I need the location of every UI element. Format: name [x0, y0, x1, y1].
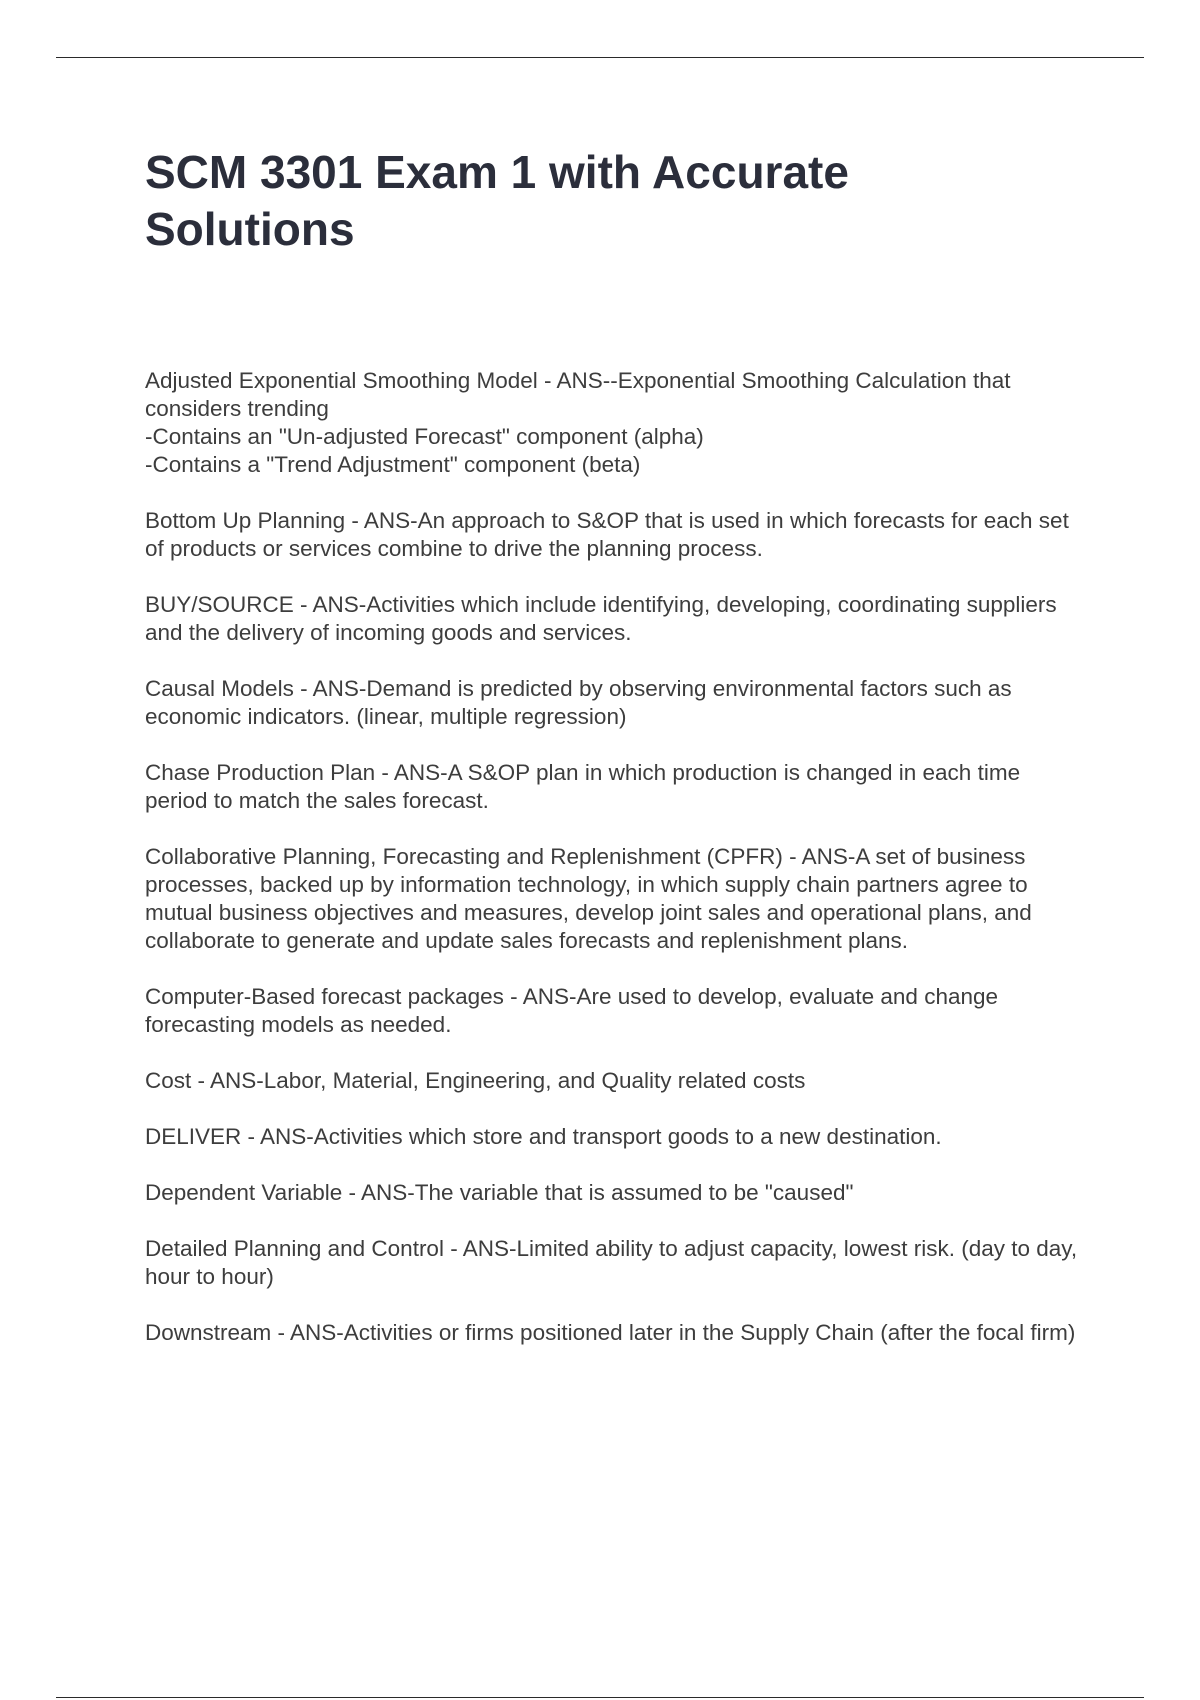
entry-line: Cost - ANS-Labor, Material, Engineering, and Quality related costs — [145, 1068, 806, 1093]
entry-line: Downstream - ANS-Activities or firms positioned later in the Supply Chain (after the focal firm) — [145, 1320, 1076, 1345]
top-divider — [56, 57, 1144, 58]
entry-line: DELIVER - ANS-Activities which store and transport goods to a new destination. — [145, 1124, 942, 1149]
glossary-entry — [145, 1179, 1085, 1207]
glossary-entry — [145, 1235, 1085, 1291]
glossary-entry — [145, 1319, 1085, 1347]
entry-line: Dependent Variable - ANS-The variable that is assumed to be "caused" — [145, 1180, 854, 1205]
entry-line: Detailed Planning and Control - ANS-Limited ability to adjust capacity, lowest risk. (day to day, hour to hour) — [145, 1236, 1078, 1289]
entry-line: Computer-Based forecast packages - ANS-Are used to develop, evaluate and change forecasting models as needed. — [145, 984, 999, 1037]
glossary-entry — [145, 675, 1085, 731]
glossary-entry — [145, 759, 1085, 815]
entry-line: BUY/SOURCE - ANS-Activities which include identifying, developing, coordinating suppliers and the delivery of incoming goods and services. — [145, 592, 1057, 645]
glossary-entry — [145, 843, 1085, 955]
entry-line: Adjusted Exponential Smoothing Model - ANS--Exponential Smoothing Calculation that considers trending — [145, 368, 1011, 421]
glossary-entry — [145, 1123, 1085, 1151]
glossary-entry — [145, 507, 1085, 563]
page-title: SCM 3301 Exam 1 with Accurate Solutions — [145, 146, 849, 255]
entry-line: Bottom Up Planning - ANS-An approach to S&OP that is used in which forecasts for each set of products or services combine to drive the planning process. — [145, 508, 1069, 561]
glossary-entry — [145, 591, 1085, 647]
entry-line: Chase Production Plan - ANS-A S&OP plan in which production is changed in each time period to match the sales forecast. — [145, 760, 1021, 813]
entry-line: Collaborative Planning, Forecasting and Replenishment (CPFR) - ANS-A set of business processes, backed up by information technology, in which supply chain partners agree to mutual business objectives and measures, develop joint sales and operational plans, and collaborate to generate and update sales forecasts and replenishment plans. — [145, 844, 1032, 953]
glossary-list — [145, 367, 1085, 1375]
glossary-entry — [145, 367, 1085, 479]
bottom-divider — [56, 1697, 1144, 1698]
entry-line: -Contains an "Un-adjusted Forecast" component (alpha) — [145, 424, 704, 449]
glossary-entry — [145, 983, 1085, 1039]
glossary-entry — [145, 1067, 1085, 1095]
entry-line: -Contains a "Trend Adjustment" component (beta) — [145, 452, 641, 477]
entry-line: Causal Models - ANS-Demand is predicted by observing environmental factors such as economic indicators. (linear, multiple regression) — [145, 676, 1012, 729]
